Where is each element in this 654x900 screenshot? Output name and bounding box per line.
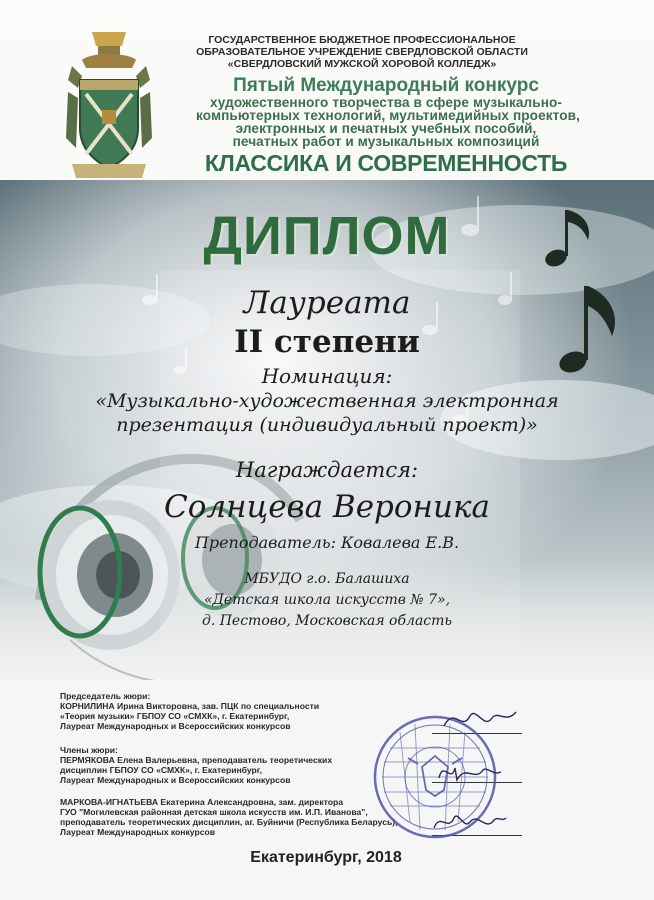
school-line-3: д. Пестово, Московская область (201, 613, 453, 629)
jury-member-1-line-2: дисциплин ГБПОУ СО «СМХК», г. Екатеринбург, (60, 765, 262, 775)
contest-title: Пятый Международный конкурс (233, 75, 539, 96)
nomination-line-1: «Музыкально-художественная электронная (95, 390, 559, 412)
jury-member-2-line-2: ГУО "Могилевская районная детская школа искусств им. И.П. Иванова", (60, 807, 368, 817)
rank-line-1: Лауреата (243, 285, 411, 321)
jury-chair-line-3: Лауреат Международных и Всероссийских конкурсов (60, 721, 291, 731)
coat-of-arms-emblem (62, 28, 156, 186)
school-line-2: «Детская школа искусств № 7», (203, 592, 451, 608)
signature-chair (440, 702, 520, 736)
jury-members-label: Члены жюри: (60, 745, 118, 755)
rank-line-2: II степени (234, 324, 420, 360)
jury-member-2-line-4: Лауреат Международных конкурсов (60, 827, 216, 837)
nomination-line-2: презентация (индивидуальный проект)» (116, 414, 538, 436)
signature-member-1 (435, 758, 505, 786)
jury-chair-label: Председатель жюри: (60, 691, 151, 701)
contest-subtitle-1: художественного творчества в сфере музыкально- (209, 95, 563, 110)
jury-member-2-line-1: МАРКОВА-ИГНАТЬЕВА Екатерина Александровна, зам. директора (60, 797, 343, 807)
school-line-1: МБУДО г.о. Балашиха (244, 571, 410, 587)
diploma-title: ДИПЛОМ (203, 206, 451, 266)
jury-member-2-line-3: преподаватель теоретических дисциплин, аг. Буйничи (Республика Беларусь), (60, 817, 398, 827)
contest-subtitle-4: печатных работ и музыкальных композиций (232, 134, 540, 149)
jury-member-1-line-1: ПЕРМЯКОВА Елена Валерьевна, преподаватель теоретических (60, 755, 333, 765)
jury-chair-line-2: «Теория музыки» ГБПОУ СО «СМХК», г. Екатеринбург, (60, 711, 290, 721)
header-line-2: ОБРАЗОВАТЕЛЬНОЕ УЧРЕЖДЕНИЕ СВЕРДЛОВСКОЙ ОБЛАСТИ (196, 46, 528, 58)
contest-subtitle-2: компьютерных технологий, мультимедийных проектов, (196, 108, 580, 123)
city-year: Екатеринбург, 2018 (250, 849, 402, 866)
signature-member-2 (430, 806, 510, 838)
teacher-line: Преподаватель: Ковалева Е.В. (194, 533, 460, 552)
awarded-label: Награждается: (235, 458, 419, 482)
header-line-1: ГОСУДАРСТВЕННОЕ БЮДЖЕТНОЕ ПРОФЕССИОНАЛЬНОЕ (208, 34, 516, 46)
contest-name: КЛАССИКА И СОВРЕМЕННОСТЬ (204, 150, 568, 176)
jury-chair-line-1: КОРНИЛИНА Ирина Викторовна, зав. ПЦК по специальности (60, 701, 320, 711)
jury-member-1-line-3: Лауреат Международных и Всероссийских конкурсов (60, 775, 291, 785)
contest-subtitle-3: электронных и печатных учебных пособий, (235, 121, 537, 136)
awardee-name: Солнцева Вероника (164, 489, 490, 525)
header-line-3: «СВЕРДЛОВСКИЙ МУЖСКОЙ ХОРОВОЙ КОЛЛЕДЖ» (227, 58, 497, 70)
nomination-label: Номинация: (261, 364, 393, 388)
